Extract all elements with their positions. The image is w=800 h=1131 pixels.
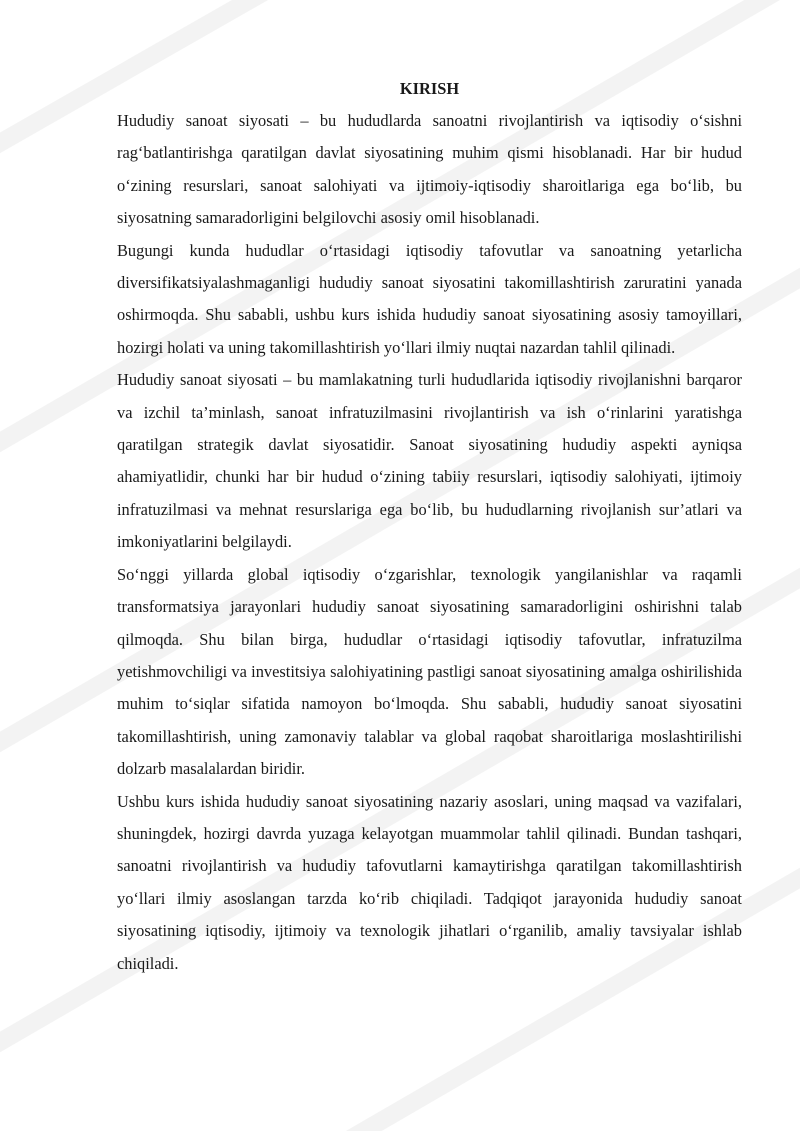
paragraph-3: Hududiy sanoat siyosati – bu mamlakatning turli hududlarida iqtisodiy rivojlanishni barqaror va izchil ta’minlash, sanoat infratuzilmasini rivojlantirish va ish o‘rinlarini yaratishga qaratilgan strategik davlat siyosatidir. Sanoat siyosatining hududiy aspekti ayniqsa ahamiyatlidir, chunki har bir hudud o‘zining tabiiy resurslari, iqtisodiy salohiyati, ijtimoiy infratuzilmasi va mehnat resurslariga ega bo‘lib, bu hududlarning rivojlanish sur’atlari va imkoniyatlarini belgilaydi. bbox=[117, 370, 742, 552]
paragraph-1: Hududiy sanoat siyosati – bu hududlarda sanoatni rivojlantirish va iqtisodiy o‘sishni rag‘batlantirishga qaratilgan davlat siyosatining muhim qismi hisoblanadi. Har bir hudud o‘zining resurslari, sanoat salohiyati va ijtimoiy-iqtisodiy sharoitlariga ega bo‘lib, bu siyosatning samaradorligini belgilovchi asosiy omil hisoblanadi. bbox=[117, 111, 742, 228]
document-body bbox=[117, 75, 742, 980]
paragraph-2: Bugungi kunda hududlar o‘rtasidagi iqtisodiy tafovutlar va sanoatning yetarlicha diversifikatsiyalashmaganligi hududiy sanoat siyosatini takomillashtirish zaruratini yanada oshirmoqda. Shu sababli, ushbu kurs ishida hududiy sanoat siyosatining asosiy tamoyillari, hozirgi holati va uning takomillashtirish yo‘llari ilmiy nuqtai nazardan tahlil qilinadi. bbox=[117, 240, 742, 357]
document-title: KIRISH bbox=[399, 79, 460, 98]
paragraph-4: So‘nggi yillarda global iqtisodiy o‘zgarishlar, texnologik yangilanishlar va raqamli transformatsiya jarayonlari hududiy sanoat siyosatining samaradorligini oshirishni talab qilmoqda. Shu bilan birga, hududlar o‘rtasidagi iqtisodiy tafovutlar, infratuzilma yetishmovchiligi va investitsiya salohiyatining pastligi sanoat siyosatining amalga oshirilishida muhim to‘siqlar sifatida namoyon bo‘lmoqda. Shu sababli, hududiy sanoat siyosatini takomillashtirish, uning zamonaviy talablar va global raqobat sharoitlariga moslashtirilishi dolzarb masalalardan biridir. bbox=[117, 564, 742, 779]
paragraph-5: Ushbu kurs ishida hududiy sanoat siyosatining nazariy asoslari, uning maqsad va vazifalari, shuningdek, hozirgi davrda yuzaga kelayotgan muammolar tahlil qilinadi. Bundan tashqari, sanoatni rivojlantirish va hududiy tafovutlarni kamaytirishga qaratilgan takomillashtirish yo‘llari ilmiy asoslangan tarzda ko‘rib chiqiladi. Tadqiqot jarayonida hududiy sanoat siyosatining iqtisodiy, ijtimoiy va texnologik jihatlari o‘rganilib, amaliy tavsiyalar ishlab chiqiladi. bbox=[117, 791, 742, 973]
